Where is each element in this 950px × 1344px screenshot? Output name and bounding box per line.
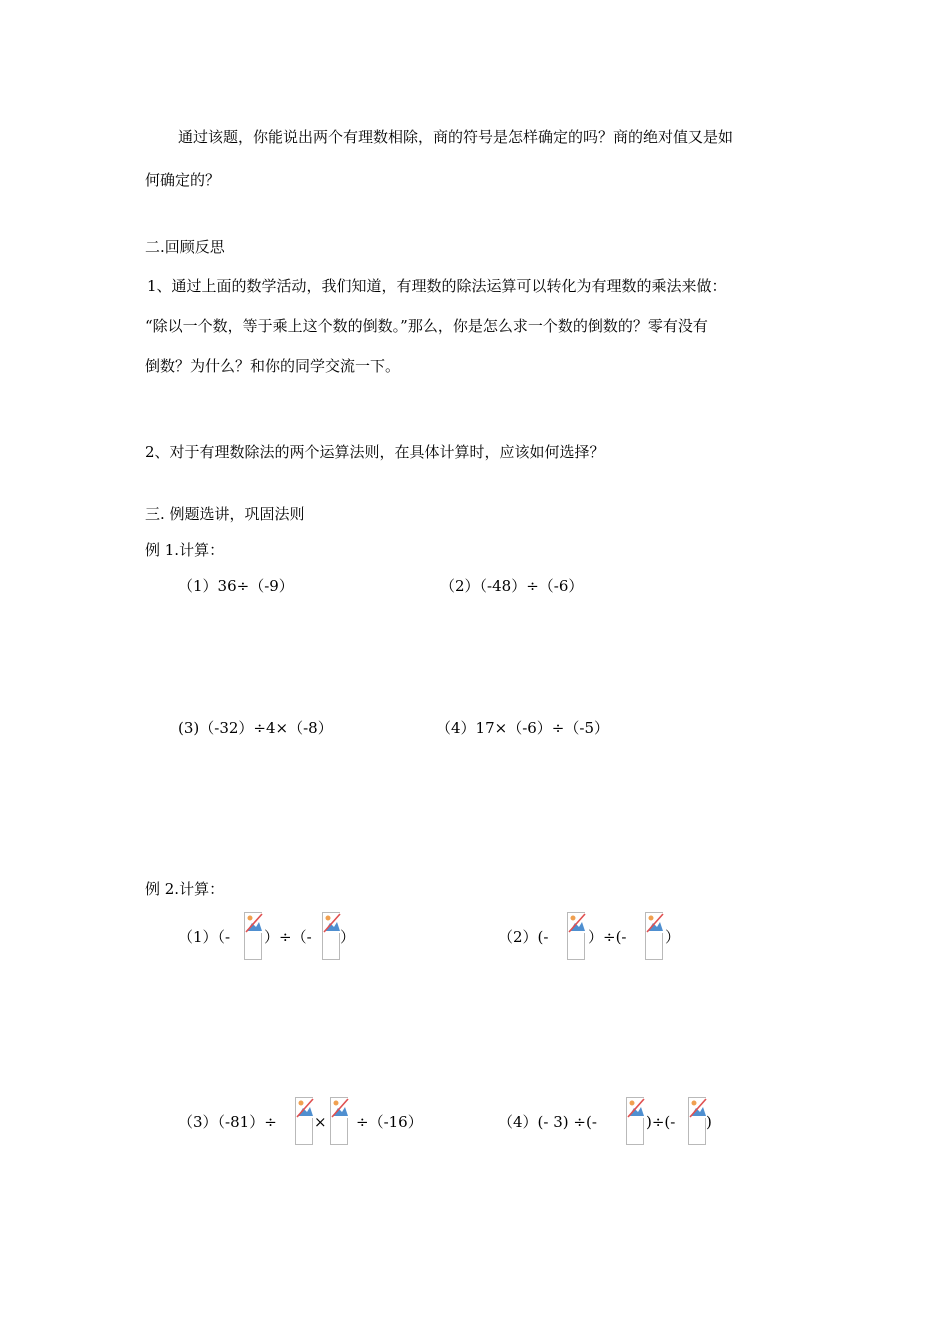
section-2-question-2: 2、对于有理数除法的两个运算法则，在具体计算时，应该如何选择？ (145, 443, 605, 461)
broken-image-icon (688, 1097, 706, 1145)
section-2-question-1-line-3: 倒数？为什么？和你的同学交流一下。 (145, 357, 401, 375)
section-3-title: 三. 例题选讲，巩固法则 (145, 505, 305, 523)
example-1-problem-3: (3)（-32）÷4×（-8） (178, 719, 333, 737)
broken-image-icon (645, 912, 663, 960)
example-2-problem-2-part-b: ）÷(- (588, 928, 627, 946)
broken-image-icon (322, 912, 340, 960)
example-2-problem-2-part-a: （2）(- (498, 928, 549, 946)
example-2-problem-3-part-b: × (314, 1113, 327, 1131)
section-2-question-1-line-2: “除以一个数，等于乘上这个数的倒数。”那么，你是怎么求一个数的倒数的？零有没有 (145, 317, 708, 335)
example-2-problem-1-part-c: ） (340, 928, 356, 946)
example-2-problem-2-part-c: ） (665, 928, 681, 946)
broken-image-icon (567, 912, 585, 960)
intro-line-2: 何确定的？ (145, 171, 221, 189)
section-2-title: 二.回顾反思 (145, 238, 225, 256)
example-2-problem-1-part-a: （1）（- (178, 928, 231, 946)
example-1-problem-1: （1）36÷（-9） (178, 577, 294, 595)
broken-image-icon (295, 1097, 313, 1145)
section-2-question-1-line-1: 1、通过上面的数学活动，我们知道，有理数的除法运算可以转化为有理数的乘法来做： (147, 277, 727, 295)
broken-image-icon (330, 1097, 348, 1145)
example-1-problem-4: （4）17×（-6）÷（-5） (436, 719, 609, 737)
broken-image-icon (244, 912, 262, 960)
example-2-problem-4-part-a: （4）(- 3) ÷(- (498, 1113, 597, 1131)
example-2-problem-4-part-c: ) (706, 1113, 712, 1131)
example-2-label: 例 2.计算： (145, 880, 225, 898)
example-2-problem-1-part-b: ）÷（- (264, 928, 312, 946)
intro-line-1: 通过该题，你能说出两个有理数相除，商的符号是怎样确定的吗？商的绝对值又是如 (178, 128, 734, 146)
example-2-problem-3-part-a: （3）（-81）÷ (178, 1113, 277, 1131)
example-1-problem-2: （2）（-48）÷（-6） (440, 577, 584, 595)
example-1-label: 例 1.计算： (145, 541, 225, 559)
example-2-problem-3-part-c: ÷（-16） (356, 1113, 423, 1131)
broken-image-icon (626, 1097, 644, 1145)
example-2-problem-4-part-b: )÷(- (646, 1113, 676, 1131)
